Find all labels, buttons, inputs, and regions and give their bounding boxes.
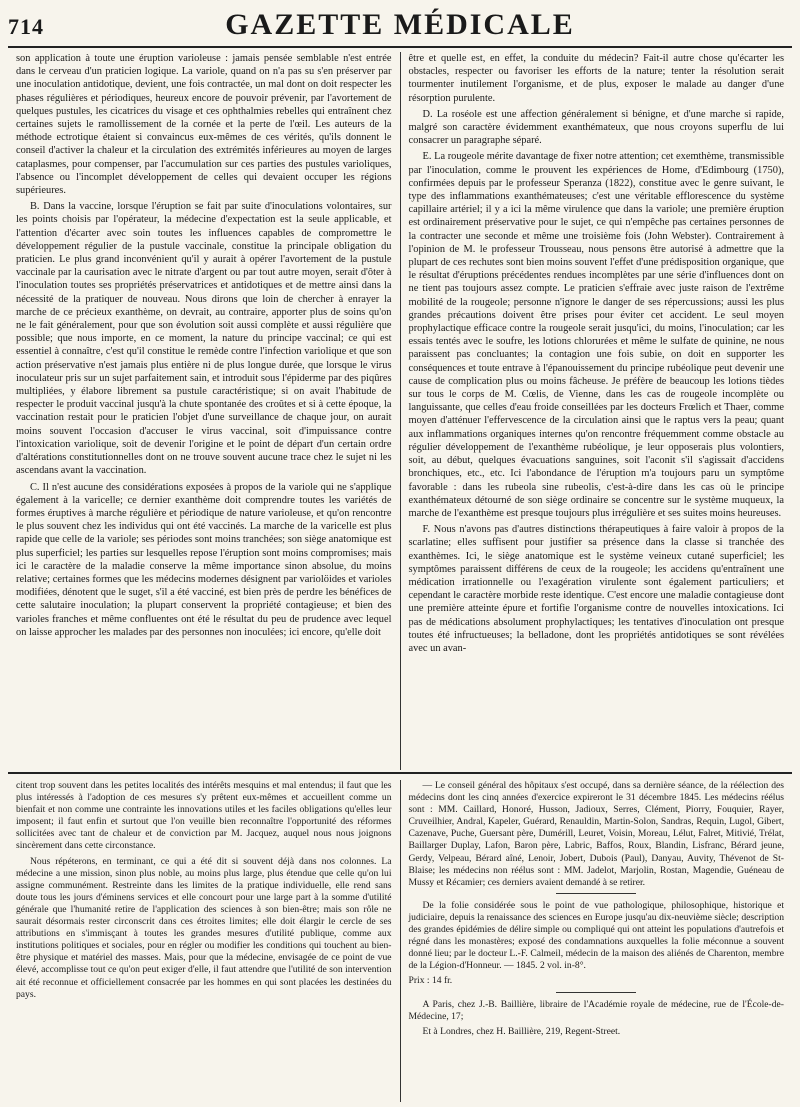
book-price: Prix : 14 fr. xyxy=(408,975,453,987)
item-divider xyxy=(556,992,636,993)
article-paragraph: B. Dans la vaccine, lorsque l'éruption se fait par suite d'inoculations volontaires, sur les points choisis par l'opérateur, la médecine d'expectation est la seule applicable, et l'attention d'écarter avec soin toutes les influences capables de compromettre le développement régulier de la pustule vaccinale, constitue la principale obligation du praticien. Le plus grand inconvénient qu'il y aurait à opérer l'avortement de la pustule vaccinale par la caurisation avec le nitrate d'argent ou par tout autre moyen, serait d'ôter à l'inoculation toutes ses propriétés préservatrices et antidotiques et de mettre ainsi dans la nécessité de la pratiquer de nouveau. Nous dirons que loin de chercher à enrayer la marche de ce précieux exanthème, on devrait, au contraire, apporter plus de soins qu'on ne le fait généralement, pour que son évolution soit aussi complète et aussi régulière que possible; que nous importe, en ce moment, la nature du principe vaccinal; ce qui est essentiel à connaître, c'est qu'il constitue le remède contre l'infection variolique et que son action préservative n'est jamais plus entière ni de plus longue durée, que lorsque le virus inoculateur pris sur un sujet parfaitement sain, et introduit sous l'épiderme par des piqûres multipliées, y élabore librement sa pustule caractéristique; si on avait l'habitude de respecter le produit vaccinal jusqu'à la chute spontanée des croûtes et si à cette époque, la vaccination restait pour le praticien l'objet d'une surveillance de chaque jour, on aurait moins souvent l'occasion d'accuser le virus vaccinal, soit d'impuissance contre l'intoxication variolique, soit de devenir l'origine et le point de départ d'un certain ordre d'altérations constitutionnelles dont on ne trouve souvent aucune trace chez le sujet ni les ascendans avant la vaccination. xyxy=(16,201,392,477)
article-paragraph: C. Il n'est aucune des considérations exposées à propos de la variole qui ne s'applique également à la varicelle; ce dernier exanthème doit comprendre toutes les variétés de formes éruptives à marche régulière et périodique de nature varioleuse, et qu'on rencontre le plus souvent chez les individus qui ont été vaccinés. La marche de la varicelle est plus rapide que celle de la variole; ses périodes sont moins tranchées; son siège anatomique est plus superficiel; les parties sur lesquelles repose l'éruption sont moins compromises; mais ici le caractère de la maladie conserve la même importance sinon absolue, du moins relative; certaines formes que les médecins modernes désignent par variolöides et varioles modifiées, dénotent que le suget, s'il a été vacciné, est bien près de perdre les bénéfices de cette salutaire inoculation; la plupart conservent la propriété contagieuse; et bien des varioles franches et même confluentes ont été le résultat du peu de prudence avec lequel on laisse approcher les malades par des personnes non inoculées; ici encore, qu'elle doit xyxy=(16,481,392,638)
article-paragraph: Nous répéterons, en terminant, ce qui a été dit si souvent déjà dans nos colonnes. La médecine a une mission, sinon plus noble, au moins plus large, plus étendue que celle qu'on lui assigne communément. Restreinte dans les limites de la pratique individuelle, elle rend sans doute tous les jours d'éminens services et elle concourt pour une large part à la somme d'utilité générale que l'humanité retire de l'application des sciences à son bien-être; mais son rôle ne saurait désormais rester circonscrit dans ces étroites limites; elle doit élargir le cercle de ses attributions en s'immisçant à toutes les grandes mesures d'utilité publique, comme aux institutions politiques et sociales, pour en régler ou modifier les conditions qui touchent au bien-être physique et matériel des masses. Mais, pour que la médecine, envisagée de ce point de vue élevé, accomplisse tout ce qu'on peut exiger d'elle, il faut attendre que l'utilité de son intervention ait été reconnue et officiellement consacrée par les hommes en qui sont placées les destinées du pays. xyxy=(16,855,392,1000)
article-paragraph: être et quelle est, en effet, la conduite du médecin? Fait-il autre chose qu'écarter les obstacles, respecter ou favoriser les efforts de la nature; tenter la résolution serait tourmenter inutilement l'organisme, et de plus, exposer le malade au danger d'une résorption purulente. xyxy=(408,53,784,104)
news-item: — Le conseil général des hôpitaux s'est occupé, dans sa dernière séance, de la réélection des médecins dont les cinq années d'exercice expireront le 31 décembre 1845. Les médecins réélus sont : MM. Caillard, Honoré, Husson, Jadioux, Serres, Clément, Piorry, Fouquier, Rayer, Cruveilhier, Andral, Kapeler, Guérard, Renauldin, Martin-Solon, Sandras, Requin, Lugol, Gibert, Cazenave, Puche, Guersant père, Dumérill, Leuret, Voisin, Moreau, Lélut, Falret, Mitivié, Trélat, Baillarger Duplay, Lafon, Baron père, Labric, Baffos, Roux, Blandin, Lisfranc, Bérard jeune, Gerdy, Velpeau, Bérard aîné, Lenoir, Jobert, Dubois (Paul), Danyau, Auvity, Thévenot de St-Blaise; les médecins non réélus sont : MM. Jadelot, Marjolin, Rostan, Magendie, Guéneau de Mussy et Récamier; ces derniers avaient demandé à se retirer. xyxy=(408,780,784,888)
article-paragraph: E. La rougeole mérite davantage de fixer notre attention; cet exemthème, transmissible par l'inoculation, comme le prouvent les expériences de Home, d'Edimbourg (1750), confirmées depuis par le professeur Speranza (1822), constitue avec le genre suivant, le type des inflammations exanthémateuses; c'est une véritable efflorescence du système capillaire artériel; il y a ici la même virulence que dans la variole; une première éruption est ordinairement préservative pour le sujet, ce qui n'empêche pas certaines personnes de la contracter une seconde et même une troisième fois (John Webster). Contrairement à l'opinion de M. le professeur Trousseau, nous pensons être autorisé à admettre que la plupart de ces rechutes sont bien moins souvent l'effet d'une prédisposition organique, que le résultat d'éruptions précédentes rendues incomplètes par une série d'influences dont on ne tient pas toujours assez compte. Le praticien s'effraie avec juste raison de l'extrême mobilité de la rougeole; personne n'ignore le danger de ses répercussions; aussi les plus grandes précautions doivent être prises pour éviter cet accident. Le seul moyen prophylactique efficace contre la rougeole serait jusqu'ici, du moins, l'inoculation; car les essais tentés avec le soufre, les lotions chlorurées et même le sulfate de quinine, ne nous paraissent pas concluantes; la contagion une fois subie, on doit en supporter les conséquences et toute entrave à l'épanouissement du principe rubéolique peut devenir une cause de complication plus ou moins fâcheuse. Je préfère de beaucoup les lotions tièdes sur tous le corps de M. Cœlis, de Vienne, dans les cas de rougeole incomplète ou languissante, que celles d'eau froide conseillées par les docteurs Frœlich et Thaer, comme moyen d'atténuer l'effervescence de la circulation ainsi que le raptus vers la peau; quant aux inflammations organiques internes qu'on rencontre fréquemment comme obstacle au régulier développement de l'exanthème rubéolique, je leur opposerais plus volontiers, soit, au début, quelques évacuations sanguines, soit l'aconit s'il s'agissait d'accidens bronchiques, etc., etc. Ici l'abondance de l'éruption m'a toujours paru un symptôme favorable : dans les rubeola sine rubeolis, c'est-à-dire dans les cas où le principe exanthémateux détourné de son siège ordinaire se concentre sur le système muqueux, la marche de l'exanthème est presque toujours plus irrégulière et ses suites moins heureuses. xyxy=(408,151,784,519)
main-left-column xyxy=(8,52,400,770)
item-divider xyxy=(556,893,636,894)
page-number: 714 xyxy=(8,14,44,39)
page-header xyxy=(8,6,792,48)
article-paragraph: D. La roséole est une affection généralement si bénigne, et d'une marche si rapide, malgré son caractère évidemment exanthémateux, que nous croyons superflu de lui consacrer un paragraphe séparé. xyxy=(408,108,784,147)
feuilleton-section xyxy=(8,780,792,1102)
article-paragraph: son application à toute une éruption varioleuse : jamais pensée semblable n'est entrée dans le cerveau d'un praticien logique. La variole, quand on n'a pas su s'en préserver par une inoculation antidotique, devient, une fois contractée, un mal dont on doit respecter les phases régulières et périodiques, heureux encore de pouvoir prévenir, par l'avortement de quelques pustules, les cicatrices du visage et ces ophthalmies rebelles qui entraînent chez certaines sujets le ramollissement de la cornée et la perte de l'œil. Les auteurs de la méthode ectrotique étaient si convaincus eux-mêmes de ces vérités, qu'ils donnent le conseil d'activer la chaleur et la circulation des extrémités inférieures au moyen de larges cataplasmes, pour compenser, par l'accumulation sur ces parties des pustules varioliques, l'absence ou l'incomplet développement de celles qui devaient occuper les régions supérieures. xyxy=(16,53,392,197)
journal-title: GAZETTE MÉDICALE xyxy=(225,8,575,41)
section-divider xyxy=(8,772,792,774)
article-paragraph: F. Nous n'avons pas d'autres distinctions thérapeutiques à faire valoir à propos de la scarlatine; elles suffisent pour justifier sa présence dans la classe si tranchée des exanthèmes. Ici, le siège anatomique est le système veineux cutané superficiel; les symptômes paraissent différens de ceux de la rougeole; les accidens qu'entraînent une médication irrationnelle ou l'exagération virulente sont également particuliers; et cependant le caractère morbide reste identique. C'est encore une maladie contagieuse dont une première atteinte épure et fortifie l'organisme contre de nouvelles intoxications. Ici pas de médications absolument prophylactiques; les tentatives d'inoculation ont presque toutes été infructueuses; la belladone, dont les propriétés antidotiques se sont révélées avec un avan- xyxy=(408,524,784,654)
publisher-address-paris: A Paris, chez J.-B. Baillière, libraire de l'Académie royale de médecine, rue de l'École-de-Médecine, 17; xyxy=(408,998,784,1022)
bottom-left-column xyxy=(8,780,400,1102)
book-notice: De la folie considérée sous le point de vue pathologique, philosophique, historique et judiciaire, depuis la renaissance des sciences en Europe jusqu'au dix-neuvième siècle; description des grandes épidémies de délire simple ou compliqué qui ont atteint les populations d'autrefois et régné dans les monastères; exposé des condamnations auxquelles la folie méconnue a souvent donné lieu; par le docteur L.-F. Calmeil, médecin de la maison des aliénés de Charenton, membre de la Légion-d'Honneur. — 1845. 2 vol. in-8°. xyxy=(408,899,784,972)
article-paragraph: citent trop souvent dans les petites localités des intérêts mesquins et mal entendus; il faut que les plus intéressés à l'adoption de ces mesures s'y prêtent eux-mêmes et accueillent comme un bienfait et non comme une contrainte les innovations utiles et les faciles obligations qu'elles leur imposent; il faut enfin et surtout que l'on veuille bien reconnaître l'opportunité des réformes sollicitées avec tant de chaleur et de conviction par M. Jacquez, auquel nous nous joignons sincèrement dans cette circonstance. xyxy=(16,780,392,852)
bottom-right-column xyxy=(401,780,793,1102)
main-right-column xyxy=(401,52,793,770)
main-article xyxy=(8,52,792,770)
publisher-address-london: Et à Londres, chez H. Baillière, 219, Regent-Street. xyxy=(422,1025,621,1037)
